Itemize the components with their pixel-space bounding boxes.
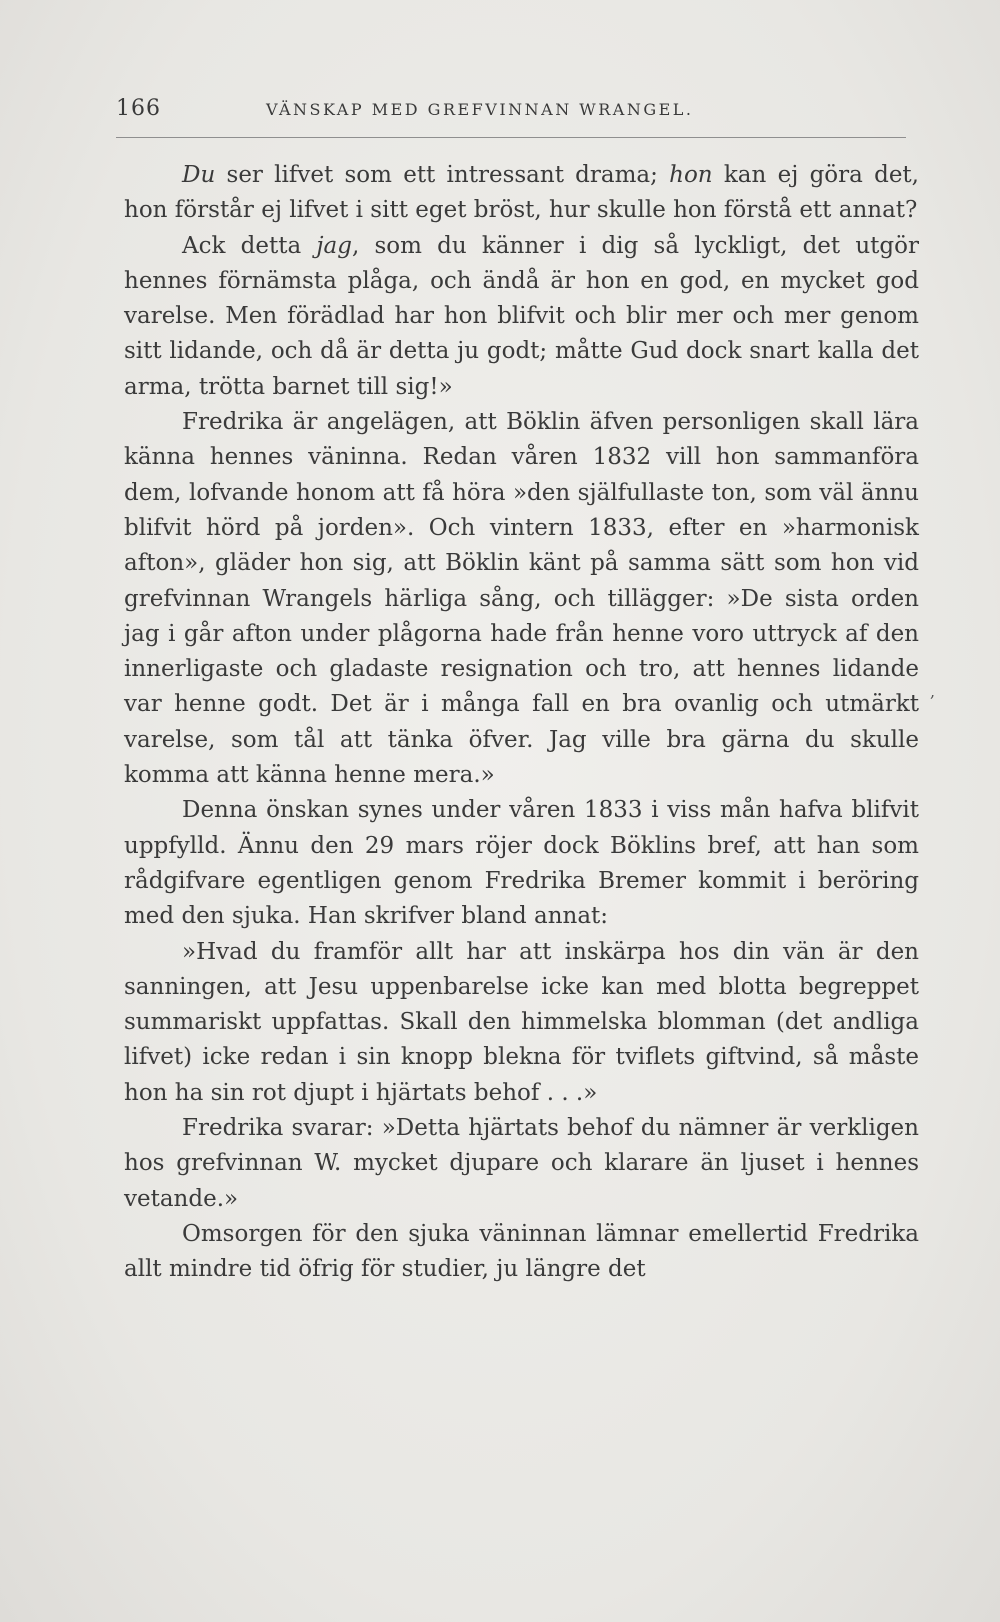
paragraph-text: Denna önskan synes under våren 1833 i viss mån hafva blifvit uppfylld. Ännu den 29 mars röjer dock Böklins bref, att han som rådgifvare egentligen genom Fredrika Bremer kommit i beröring med den sjuka. Han skrifver bland annat: [124, 797, 919, 930]
paragraph [124, 935, 919, 1111]
body-text [124, 158, 919, 1288]
paragraph [124, 405, 919, 793]
running-head: VÄNSKAP MED GREFVINNAN WRANGEL. [266, 100, 694, 119]
italic-text: hon [669, 162, 713, 188]
paragraph [124, 1217, 919, 1288]
paragraph-text: Fredrika svarar: »Detta hjärtats behof du nämner är verkligen hos grefvinnan W. mycket djupare och klarare än ljuset i hennes vetande.» [124, 1115, 919, 1212]
paragraph-text: Omsorgen för den sjuka väninnan lämnar emellertid Fredrika allt mindre tid öfrig för studier, ju längre det [124, 1220, 919, 1283]
paragraph-text: »Hvad du framför allt har att inskärpa hos din vän är den sanningen, att Jesu uppenbarelse icke kan med blotta begreppet summariskt uppfattas. Skall den himmelska blomman (det andliga lifvet) icke redan i sin knopp blekna för tviflets giftvind, så måste hon ha sin rot djupt i hjärtats behof . . .» [124, 938, 919, 1106]
paragraph-text: , som du känner i dig så lyckligt, det utgör hennes förnämsta plåga, och ändå är hon en god, en mycket god varelse. Men förädlad har hon blifvit och blir mer och mer genom sitt lidande, och då är detta ju godt; måtte Gud dock snart kalla det arma, trötta barnet till sig!» [124, 232, 919, 400]
italic-text: Du [182, 162, 216, 188]
italic-text: jag [316, 232, 352, 259]
margin-mark: , [930, 682, 936, 701]
paragraph-text: ser lifvet som ett intressant drama; [215, 162, 670, 188]
page-header [116, 96, 906, 130]
paragraph [124, 793, 919, 934]
header-rule [116, 137, 906, 138]
paragraph-text: kan ej göra det, hon förstår ej lifvet i sitt eget bröst, hur skulle hon förstå ett annat? [124, 162, 919, 224]
paragraph [124, 229, 919, 405]
page-number: 166 [116, 96, 161, 121]
paragraph-text: Ack detta [182, 232, 317, 259]
paragraph [124, 158, 919, 229]
paragraph [124, 1111, 919, 1217]
paragraph-text: Fredrika är angelägen, att Böklin äfven personligen skall lära känna hennes väninna. Redan våren 1832 vill hon sammanföra dem, lofvande honom att få höra »den själfullaste ton, som väl ännu blifvit hörd på jorden». Och vintern 1833, efter en »harmonisk afton», gläder hon sig, att Böklin känt på samma sätt som hon vid grefvinnan Wrangels härliga sång, och tillägger: »De sista orden jag i går afton under plågorna hade från henne voro uttryck af den innerligaste och gladaste resignation och tro, att hennes lidande var henne godt. Det är i många fall en bra ovanlig och utmärkt varelse, som tål att tänka öfver. Jag ville bra gärna du skulle komma att känna henne mera.» [124, 409, 919, 789]
